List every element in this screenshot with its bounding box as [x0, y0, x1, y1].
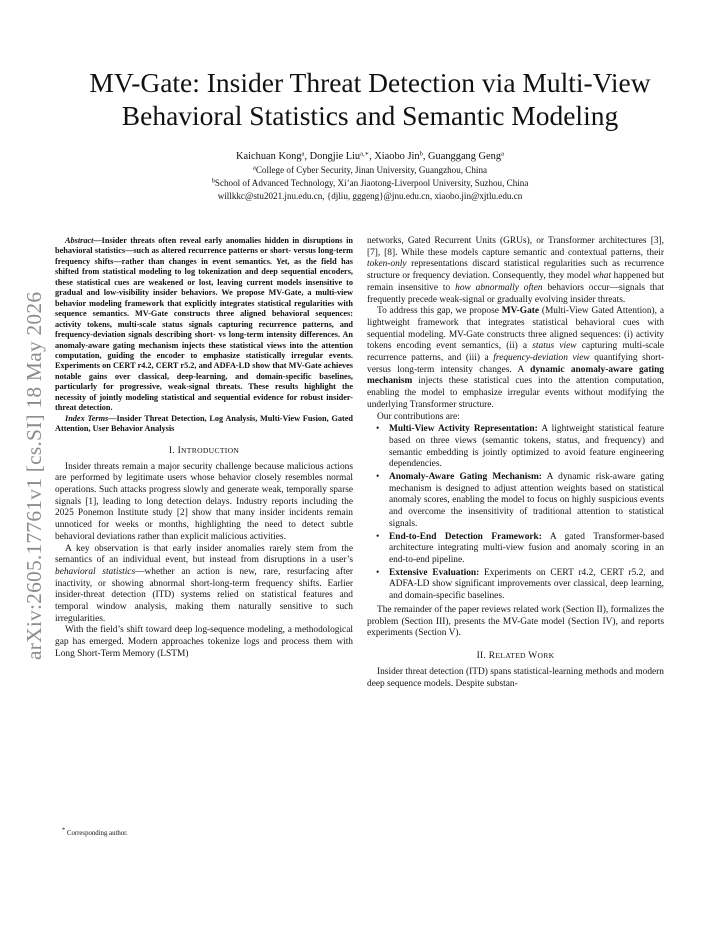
intro-paragraph-5: To address this gap, we propose MV-Gate (Multi-View Gated Attention), a lightweight framework that integrates statistical behavioral cues with sequential modeling. MV-Gate constructs three aligned sequences: (i) activity tokens encoding event semantics, (ii) a status view capturing multi-scale recurrence patterns, and (iii) a frequency-deviation view quantifying short- versus long-term intensity changes. A dynamic anomaly-aware gating mechanism injects these statistical cues into the attention computation, enabling the model to emphasize irregular events without modifying the underlying Transformer structure.	[367, 306, 665, 410]
index-terms	[55, 414, 353, 435]
paper-title-line-1: MV-Gate: Insider Threat Detection via Multi-View	[89, 67, 651, 98]
section-heading-related-work: II. RELATED WORK	[476, 650, 555, 661]
index-terms-label: Index Terms	[65, 413, 109, 423]
author-name: Xiaobo Jin	[374, 151, 420, 162]
bullet-icon: •	[376, 472, 380, 483]
author-block	[70, 150, 670, 203]
paper-organization-paragraph: The remainder of the paper reviews related work (Section II), formalizes the problem (Section III), presents the MV-Gate model (Section IV), and reports experiments (Section V).	[367, 604, 664, 639]
bullet-icon: •	[376, 424, 380, 435]
contribution-item: • Multi-View Activity Representation: A lightweight statistical feature based on three views (semantic tokens, status, and frequency) and semantic embedding is jointly optimized to avoid feature engineering dependencies.	[376, 424, 664, 470]
author-affiliation-mark: b	[419, 150, 423, 158]
intro-paragraph-2: A key observation is that early insider anomalies rarely stem from the semantics of an individual event, but instead from disruptions in a user’s behavioral statistics—whether an action is new, rare, resurfacing after inactivity, or showing abnormal short-long-term frequency shifts. Earlier insider-threat detection (ITD) systems relied on statistical features and temporal window analysis, making them naturally sensitive to such irregularities.	[55, 543, 353, 624]
paper-title	[60, 66, 680, 132]
index-terms-text: —Insider Threat Detection, Log Analysis, Multi-View Fusion, Gated Attention, User Behavior Analysis	[55, 413, 354, 434]
section-heading-introduction: I. INTRODUCTION	[168, 445, 240, 456]
contribution-item: • Extensive Evaluation: Experiments on CERT r4.2, CERT r5.2, and ADFA-LD show significant improvements over classical, deep learning, and domain-specific baselines.	[376, 567, 664, 602]
abstract	[55, 236, 353, 414]
affiliation-a: $^a$College of Cyber Security, Jinan University, Guangzhou, China	[252, 164, 488, 175]
abstract-text: —Insider threats often reveal early anomalies hidden in disruptions in behavioral statistics—such as altered recurrence patterns or short- versus long-term frequency shifts—rather than changes in event semantics. Yet, as the field has shifted from statistical modeling to log tokenization and deep sequential encoders, these statistical cues are weakened or lost, leaving current models insensitive to gradual and low-visibility insider behaviors. We propose MV-Gate, a multi-view behavior modeling framework that explicitly integrates statistical regularities with sequence semantics. MV-Gate constructs three aligned behavioral sequences: activity tokens, multi-scale status signals capturing recurrence patterns, and frequency-deviation signals describing short- vs long-term intensity differences. An anomaly-aware gating mechanism injects these statistical views into the attention computation, guiding the encoder to emphasize statistically irregular events. Experiments on CERT r4.2, CERT r5.2, and ADFA-LD show that MV-Gate achieves notable gains over classical, deep-learning, and domain-specific baselines, particularly for progressive, weak-signal threats. These results highlight the necessity of jointly modeling statistical and sequential evidence for robust insider-threat detection.	[55, 236, 353, 413]
author-name: Guanggang Geng	[428, 151, 502, 162]
right-column	[367, 236, 664, 690]
intro-paragraph-3: With the field’s shift toward deep log-sequence modeling, a methodological gap has emerged. Modern approaches tokenize logs and process them with Long Short-Term Memory (LSTM)	[55, 625, 353, 659]
intro-paragraph-4: networks, Gated Recurrent Units (GRUs), or Transformer architectures [3], [7], [8]. While these models capture semantic and contextual patterns, their token-only representations discard statistical regularities such as recurrence structure or frequency deviation. Consequently, they model what happened but remain insensitive to how abnormally often behaviors occur—signals that frequently precede weak-signal or gradually evolving insider threats.	[367, 236, 665, 305]
arxiv-identifier-stamp: arXiv:2605.17761v1 [cs.SI] 18 May 2026	[22, 291, 46, 660]
corresponding-author-footnote: * Corresponding author.	[62, 826, 128, 837]
contribution-item: • End-to-End Detection Framework: A gated Transformer-based architecture integrating multi-view fusion and anomaly scoring in an end-to-end pipeline.	[376, 531, 665, 565]
related-work-paragraph-1: Insider threat detection (ITD) spans statistical-learning methods and modern deep sequence models. Despite substan-	[367, 666, 664, 689]
author-name: Kaichuan Kong	[236, 151, 302, 162]
bullet-icon: •	[376, 531, 380, 542]
left-column	[55, 236, 353, 661]
bullet-icon: •	[376, 567, 380, 578]
author-affiliation-mark: a	[301, 150, 305, 158]
contribution-item: • Anomaly-Aware Gating Mechanism: A dynamic risk-aware gating mechanism is designed to adjust attention weights based on statistical anomaly scores, enabling the model to focus on highly suspicious events and overcome the insensitivity of traditional attention to statistical signals.	[376, 472, 664, 529]
abstract-label: Abstract	[65, 236, 94, 245]
author-emails: willkkc@stu2021.jnu.edu.cn, {djliu, gggeng}@jnu.edu.cn, xiaobo.jin@xjtlu.edu.cn	[217, 191, 523, 201]
intro-paragraph-1: Insider threats remain a major security challenge because malicious actions are performed by legitimate users whose behavior closely resembles normal operations. Such attacks progress slowly and generate weak, temporally sparse signals [1], leading to long detection delays. Industry reports including the 2025 Ponemon Institute study [2] show that many insider incidents remain unnoticed for weeks or months, highlighting the need to detect subtle behavioral deviations rather than explicit malicious activities.	[55, 461, 353, 542]
contributions-intro: Our contributions are:	[377, 411, 460, 422]
author-name: Dongjie Liu	[309, 151, 361, 162]
paper-title-line-2: Behavioral Statistics and Semantic Modeling	[121, 100, 619, 131]
author-affiliation-mark: a,∗	[360, 150, 370, 158]
contributions-list	[367, 424, 664, 603]
affiliation-b: $^b$School of Advanced Technology, Xi’an Jiaotong-Liverpool University, Suzhou, China	[211, 177, 529, 188]
author-affiliation-mark: a	[501, 150, 504, 158]
author-list: Kaichuan Kong$^a$, Dongjie Liu$^{a,∗}$, Xiaobo Jin$^b$, Guanggang Geng$^a$	[236, 150, 504, 162]
